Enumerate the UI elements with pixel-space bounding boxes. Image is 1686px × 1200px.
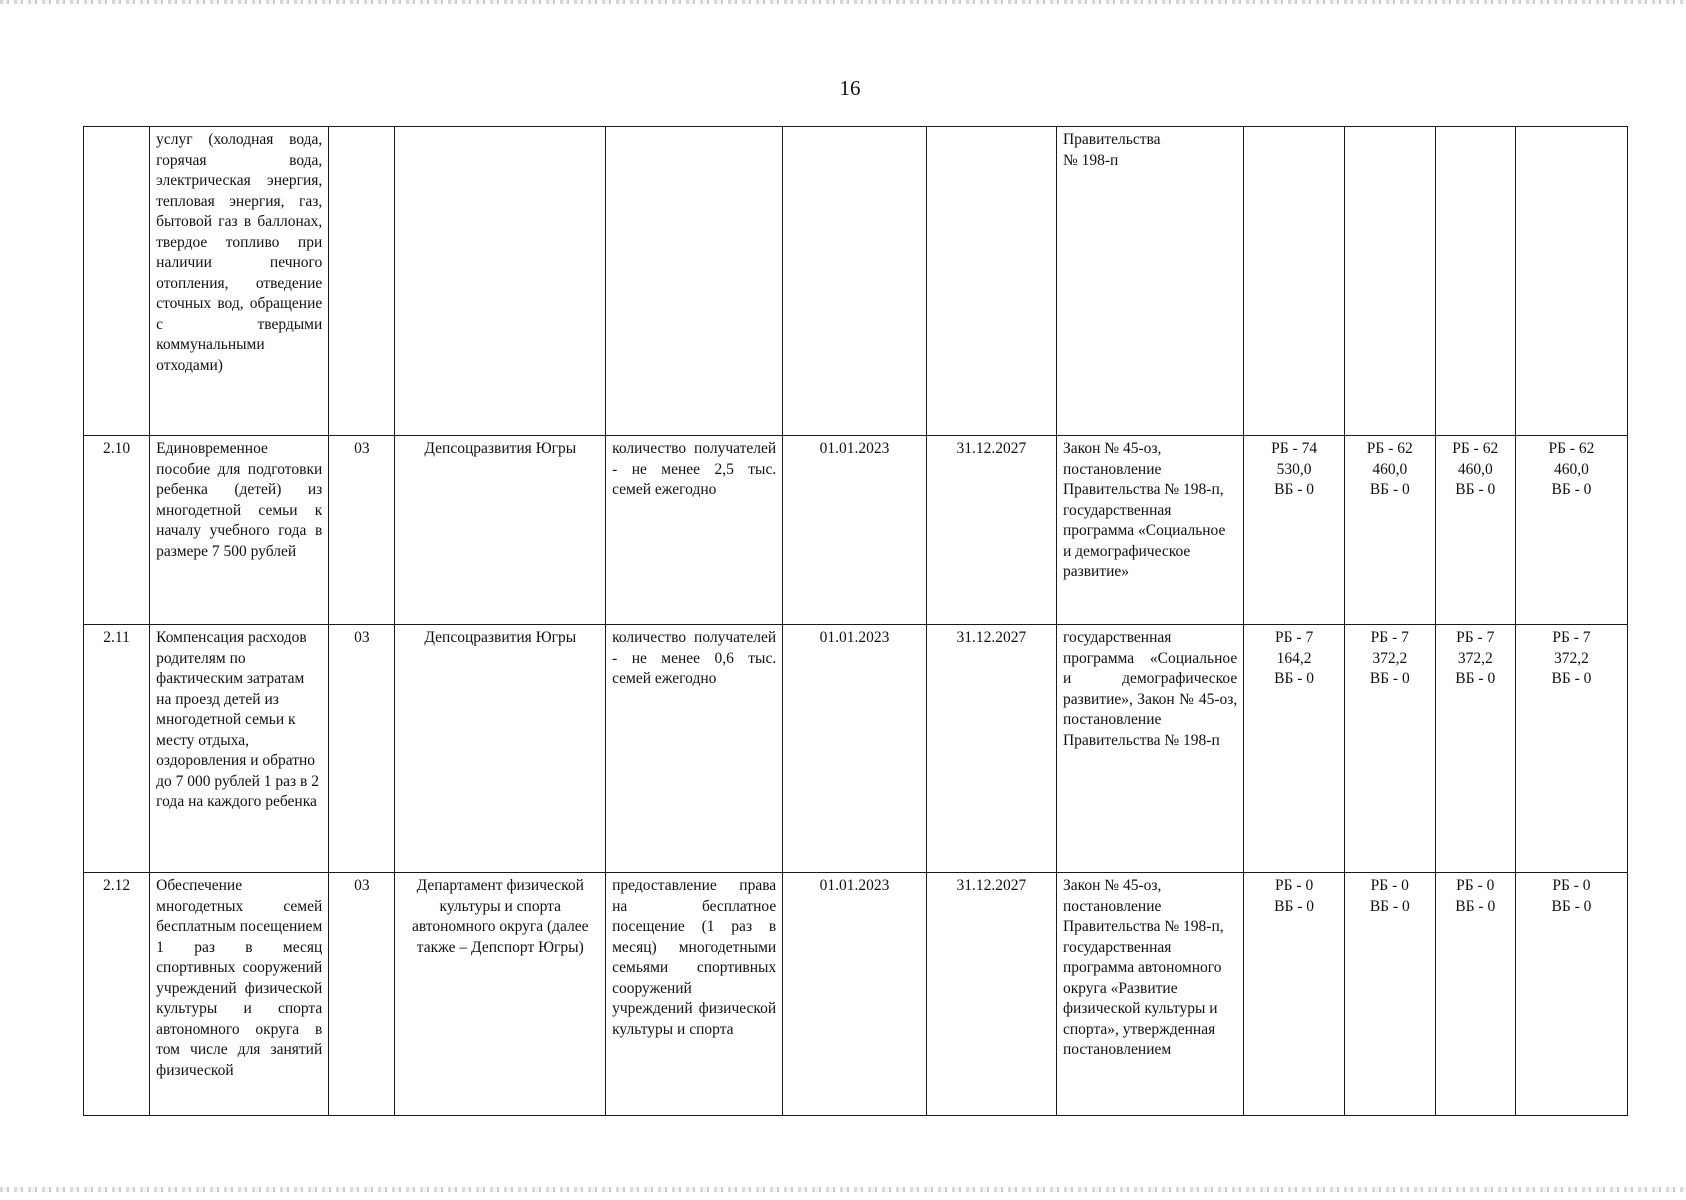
measure-name-cell: услуг (холодная вода, горячая вода, электрическая энергия, тепловая энергия, газ, бытовой газ в баллонах, твердое топливо при наличии печного отопления, отведение сточных вод, обращение с твердыми коммунальными отходами) [150,127,329,436]
executor-cell: Департамент физической культуры и спорта автономного округа (далее также – Депспорт Югры) [395,873,606,1116]
funding-cell-4: РБ - 7 372,2 ВБ - 0 [1515,625,1627,873]
row-number-cell: 2.11 [84,625,150,873]
measures-table [83,126,1628,1116]
start-date-cell [783,127,927,436]
table-row [84,873,1628,1116]
funding-cell-2: РБ - 7 372,2 ВБ - 0 [1344,625,1435,873]
measure-name-cell: Компенсация расходов родителям по фактическим затратам на проезд детей из многодетной семьи к месту отдыха, оздоровления и обратно до 7 000 рублей 1 раз в 2 года на каждого ребенка [150,625,329,873]
indicator-cell: количество получателей - не менее 0,6 тыс. семей ежегодно [606,625,783,873]
funding-cell-4: РБ - 0 ВБ - 0 [1515,873,1627,1116]
executor-cell [395,127,606,436]
indicator-cell: количество получателей - не менее 2,5 тыс. семей ежегодно [606,436,783,625]
row-number-cell: 2.10 [84,436,150,625]
executor-cell: Депсоцразвития Югры [395,625,606,873]
legal-basis-cell: Закон № 45-оз, постановление Правительства № 198-п, государственная программа автономного округа «Развитие физической культуры и спорта», утвержденная постановлением [1056,873,1243,1116]
measure-name-cell: Единовременное пособие для подготовки ребенка (детей) из многодетной семьи к началу учебного года в размере 7 500 рублей [150,436,329,625]
table-row [84,127,1628,436]
funding-cell-1 [1244,127,1345,436]
indicator-cell: предоставление права на бесплатное посещение (1 раз в месяц) многодетными семьями спортивных сооружений учреждений физической культуры и спорта [606,873,783,1116]
funding-cell-3 [1435,127,1515,436]
legal-basis-cell: государственная программа «Социальное и демографическое развитие», Закон № 45-оз, постановление Правительства № 198-п [1056,625,1243,873]
end-date-cell: 31.12.2027 [926,436,1056,625]
funding-cell-3: РБ - 62 460,0 ВБ - 0 [1435,436,1515,625]
funding-cell-1: РБ - 74 530,0 ВБ - 0 [1244,436,1345,625]
funding-cell-4 [1515,127,1627,436]
scan-edge-top [0,0,1686,4]
row-number-cell [84,127,150,436]
funding-cell-2: РБ - 62 460,0 ВБ - 0 [1344,436,1435,625]
page-number: 16 [839,76,861,100]
code-cell: 03 [329,436,395,625]
table-row [84,436,1628,625]
executor-cell: Депсоцразвития Югры [395,436,606,625]
legal-basis-cell: Закон № 45-оз, постановление Правительства № 198-п, государственная программа «Социальное и демографическое развитие» [1056,436,1243,625]
start-date-cell: 01.01.2023 [783,436,927,625]
code-cell [329,127,395,436]
funding-cell-4: РБ - 62 460,0 ВБ - 0 [1515,436,1627,625]
start-date-cell: 01.01.2023 [783,873,927,1116]
legal-basis-cell: Правительства № 198-п [1056,127,1243,436]
end-date-cell: 31.12.2027 [926,873,1056,1116]
end-date-cell: 31.12.2027 [926,625,1056,873]
row-number-cell: 2.12 [84,873,150,1116]
measure-name-cell: Обеспечение многодетных семей бесплатным посещением 1 раз в месяц спортивных сооружений учреждений физической культуры и спорта автономного округа в том числе для занятий физической [150,873,329,1116]
funding-cell-2: РБ - 0 ВБ - 0 [1344,873,1435,1116]
indicator-cell [606,127,783,436]
scan-edge-bottom [0,1187,1686,1192]
funding-cell-2 [1344,127,1435,436]
code-cell: 03 [329,625,395,873]
code-cell: 03 [329,873,395,1116]
start-date-cell: 01.01.2023 [783,625,927,873]
funding-cell-1: РБ - 0 ВБ - 0 [1244,873,1345,1116]
funding-cell-3: РБ - 0 ВБ - 0 [1435,873,1515,1116]
funding-cell-3: РБ - 7 372,2 ВБ - 0 [1435,625,1515,873]
funding-cell-1: РБ - 7 164,2 ВБ - 0 [1244,625,1345,873]
end-date-cell [926,127,1056,436]
table-row [84,625,1628,873]
